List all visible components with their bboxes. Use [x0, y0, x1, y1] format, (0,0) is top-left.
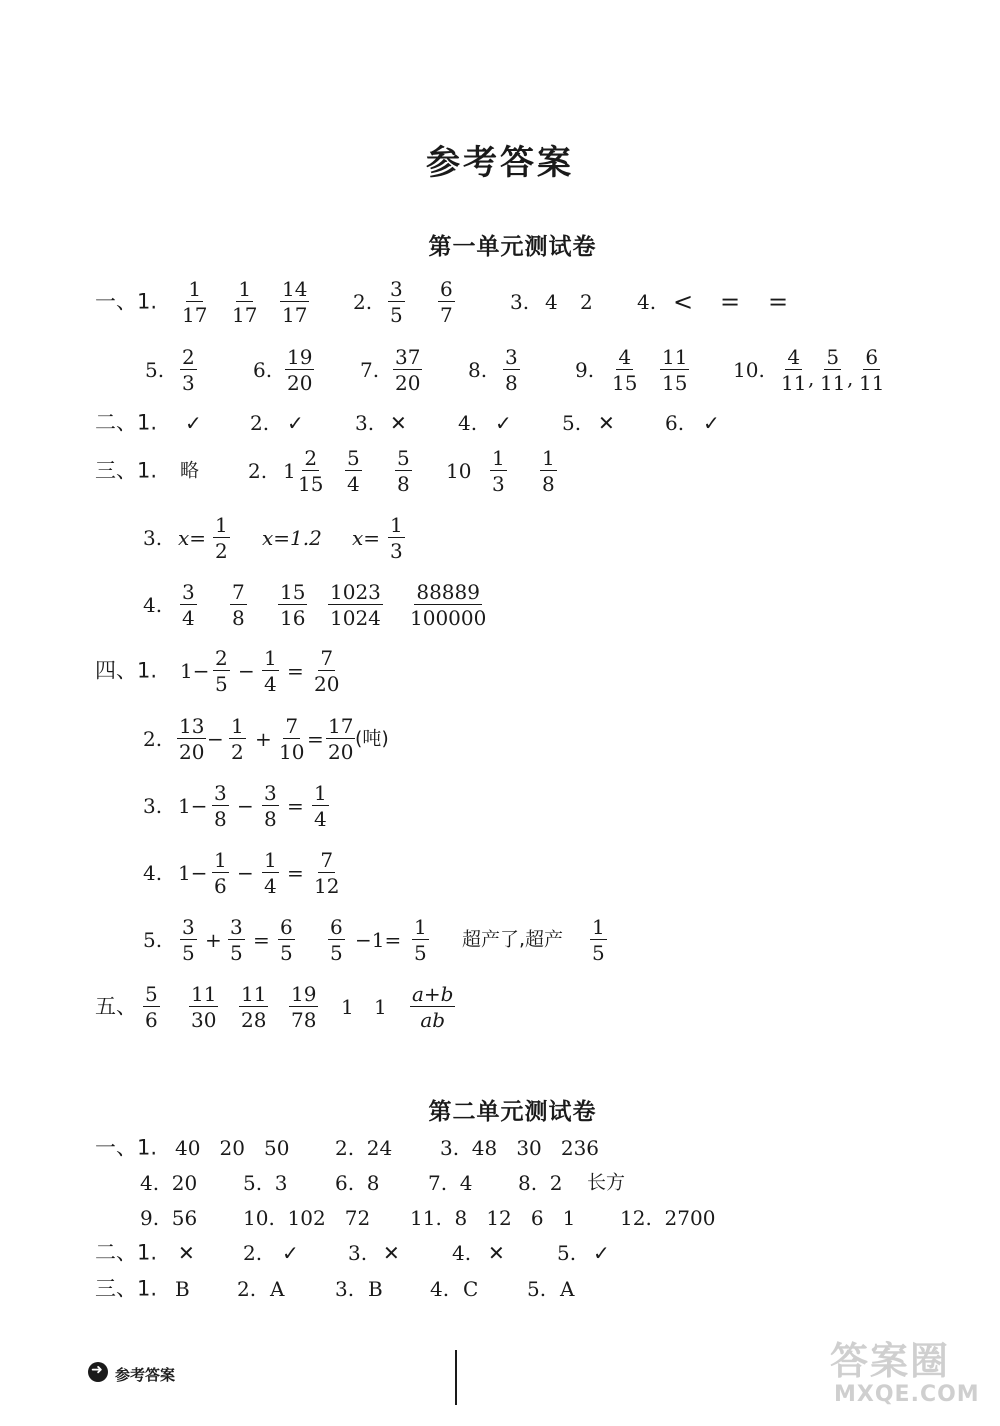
question-number: 3. — [143, 526, 163, 550]
fraction: $\frac{1}{5}$ — [592, 915, 605, 965]
fraction: $\frac{1}{6}$ — [214, 848, 227, 898]
question-number: 3. — [510, 290, 530, 314]
operator: − — [237, 861, 254, 885]
fraction: $\frac{1}{3}$ — [492, 446, 505, 496]
fraction: $\frac{11}{28}$ — [241, 982, 267, 1032]
mixed-number-whole: 1 — [283, 459, 296, 483]
answer-value: 3. 48 30 236 — [440, 1136, 600, 1160]
equation-text: −1= — [355, 928, 402, 952]
fraction: $\frac{1}{4}$ — [264, 646, 277, 696]
answer-value: 10 — [446, 459, 472, 483]
question-number: 4. — [458, 411, 478, 435]
section-label: 五、 — [95, 994, 137, 1019]
section-label: 一、1. — [95, 289, 158, 314]
answer-value: 9. 56 — [140, 1206, 198, 1230]
answer-mark: ✕ — [390, 411, 407, 435]
answer-value: B — [368, 1277, 383, 1301]
answer-value: 6. 8 — [335, 1171, 380, 1195]
page-title: 参考答案 — [426, 143, 574, 183]
equation-text: x= — [352, 526, 381, 550]
question-number: 5. — [562, 411, 582, 435]
operator: − — [207, 727, 224, 751]
section-label: 一、1. — [95, 1135, 158, 1160]
fraction: $\frac{14}{17}$ — [282, 277, 308, 327]
answer-value: 1 — [374, 995, 387, 1019]
operator: + — [255, 727, 272, 751]
fraction: $\frac{5}{8}$ — [397, 446, 410, 496]
fraction: $\frac{17}{20}$ — [328, 714, 354, 764]
watermark-url: MXQE.COM — [834, 1382, 980, 1407]
section-label: 二、1. — [95, 410, 158, 435]
answer-value: 11. 8 12 6 1 — [410, 1206, 576, 1230]
unit1-heading: 第一单元测试卷 — [428, 234, 597, 260]
question-number: 2. — [243, 1241, 263, 1265]
answer-value: 10. 102 72 — [243, 1206, 371, 1230]
fraction: $\frac{1}{5}$ — [414, 915, 427, 965]
answer-value: B — [175, 1277, 190, 1301]
answer-value: 2 — [580, 290, 593, 314]
fraction: $\frac{3}{5}$ — [230, 915, 243, 965]
operator: = — [253, 928, 270, 952]
answer-value: 5. 3 — [243, 1171, 288, 1195]
fraction: $\frac{3}{5}$ — [182, 915, 195, 965]
answer-text: 超产了,超产 — [462, 928, 564, 951]
watermark-logo — [830, 1330, 990, 1415]
fraction: $\frac{3}{5}$ — [390, 277, 403, 327]
question-number: 4. — [430, 1277, 450, 1301]
fraction: $\frac{19}{20}$ — [287, 345, 313, 395]
question-number: 5. — [527, 1277, 547, 1301]
question-number: 2. — [353, 290, 373, 314]
operator: − — [237, 794, 254, 818]
equation-text: 1− — [178, 861, 208, 885]
fraction: $\frac{2}{15}$ — [298, 446, 324, 496]
fraction: $\frac{a+b}{ab}$ — [412, 982, 454, 1032]
fraction: $\frac{1}{2}$ — [231, 714, 244, 764]
question-number: 5. — [143, 928, 163, 952]
question-number: 4. — [452, 1241, 472, 1265]
answer-value: 12. 2700 — [620, 1206, 716, 1230]
section-label: 四、1. — [95, 658, 158, 683]
fraction: $\frac{19}{78}$ — [291, 982, 317, 1032]
question-number: 4. — [143, 861, 163, 885]
arrow-right-icon — [88, 1362, 108, 1382]
answer-mark: ✕ — [598, 411, 615, 435]
question-number: 9. — [575, 358, 595, 382]
question-number: 7. — [360, 358, 380, 382]
fraction: $\frac{6}{7}$ — [440, 277, 453, 327]
fraction: $\frac{7}{10}$ — [279, 714, 305, 764]
question-number: 3. — [355, 411, 375, 435]
answer-value: 4. 20 — [140, 1171, 198, 1195]
fraction: $\frac{1}{8}$ — [542, 446, 555, 496]
answer-mark: ✓ — [495, 411, 512, 435]
question-number: 3. — [335, 1277, 355, 1301]
equation-text: x= — [178, 526, 207, 550]
fraction: $\frac{5}{4}$ — [347, 446, 360, 496]
equation-text: 1− — [180, 659, 210, 683]
comma: , — [847, 366, 854, 390]
page-divider — [455, 1350, 457, 1405]
question-number: 2. — [250, 411, 270, 435]
answer-value: 7. 4 — [428, 1171, 473, 1195]
answer-value: 略 — [180, 459, 200, 482]
equation-text: 1− — [178, 794, 208, 818]
answer-mark: ✓ — [185, 411, 202, 435]
fraction: $\frac{11}{30}$ — [191, 982, 217, 1032]
unit2-heading: 第二单元测试卷 — [428, 1099, 597, 1125]
fraction: $\frac{11}{15}$ — [662, 345, 688, 395]
fraction: $\frac{2}{3}$ — [182, 345, 195, 395]
question-number: 3. — [143, 794, 163, 818]
question-number: 8. — [468, 358, 488, 382]
fraction: $\frac{7}{12}$ — [314, 848, 340, 898]
answer-value: 8. 2 — [518, 1171, 563, 1195]
section-label: 三、1. — [95, 1276, 158, 1301]
comma: , — [808, 366, 815, 390]
question-number: 2. — [237, 1277, 257, 1301]
answer-mark: ✕ — [178, 1241, 195, 1265]
section-label: 三、1. — [95, 458, 158, 483]
question-number: 6. — [665, 411, 685, 435]
answer-value: A — [560, 1277, 575, 1301]
fraction: $\frac{5}{11}$ — [820, 345, 846, 395]
section-label: 二、1. — [95, 1240, 158, 1265]
answer-mark: ✕ — [383, 1241, 400, 1265]
fraction: $\frac{6}{5}$ — [280, 915, 293, 965]
fraction: $\frac{1}{4}$ — [314, 781, 327, 831]
question-number: 3. — [348, 1241, 368, 1265]
fraction: $\frac{1}{4}$ — [264, 848, 277, 898]
fraction: $\frac{7}{20}$ — [314, 646, 340, 696]
question-number: 10. — [733, 358, 765, 382]
question-number: 6. — [253, 358, 273, 382]
answer-mark: ✓ — [287, 411, 304, 435]
footer-label: 参考答案 — [115, 1366, 176, 1384]
answer-mark: ✕ — [488, 1241, 505, 1265]
fraction: $\frac{7}{8}$ — [232, 580, 245, 630]
question-number: 2. — [143, 727, 163, 751]
fraction: $\frac{13}{20}$ — [179, 714, 205, 764]
answer-mark: ✓ — [282, 1241, 299, 1265]
fraction: $\frac{37}{20}$ — [395, 345, 421, 395]
fraction: $\frac{1}{17}$ — [232, 277, 258, 327]
fraction: $\frac{1023}{1024}$ — [330, 580, 381, 630]
operator: = — [287, 794, 304, 818]
operator: − — [238, 659, 255, 683]
operator: = — [307, 727, 324, 751]
answer-value: 40 20 50 — [175, 1136, 290, 1160]
unit-label: (吨) — [355, 727, 389, 750]
equation-text: x=1.2 — [262, 526, 322, 550]
fraction: $\frac{3}{8}$ — [505, 345, 518, 395]
fraction: $\frac{2}{5}$ — [215, 646, 228, 696]
question-number: 4. — [143, 593, 163, 617]
answer-value: 长方 — [587, 1171, 626, 1194]
answer-value: 4 — [545, 290, 558, 314]
fraction: $\frac{4}{15}$ — [612, 345, 638, 395]
question-number: 2. — [248, 459, 268, 483]
answer-mark: ✓ — [593, 1241, 610, 1265]
answer-value: 2. 24 — [335, 1136, 393, 1160]
answer-value: = — [768, 288, 789, 316]
fraction: $\frac{3}{8}$ — [214, 781, 227, 831]
fraction: $\frac{6}{5}$ — [330, 915, 343, 965]
answer-value: < — [673, 288, 694, 316]
fraction: $\frac{3}{8}$ — [264, 781, 277, 831]
fraction: $\frac{3}{4}$ — [182, 580, 195, 630]
operator: = — [287, 659, 304, 683]
fraction: $\frac{4}{11}$ — [781, 345, 807, 395]
question-number: 4. — [637, 290, 657, 314]
question-number: 5. — [557, 1241, 577, 1265]
operator: = — [287, 861, 304, 885]
fraction: $\frac{5}{6}$ — [145, 982, 158, 1032]
fraction: $\frac{15}{16}$ — [280, 580, 306, 630]
fraction: $\frac{6}{11}$ — [859, 345, 885, 395]
fraction: $\frac{88889}{100000}$ — [410, 580, 487, 630]
answer-value: 1 — [341, 995, 354, 1019]
fraction: $\frac{1}{3}$ — [390, 513, 403, 563]
answer-mark: ✓ — [703, 411, 720, 435]
answer-value: = — [720, 288, 741, 316]
operator: + — [205, 928, 222, 952]
question-number: 5. — [145, 358, 165, 382]
fraction: $\frac{1}{2}$ — [215, 513, 228, 563]
answer-value: A — [270, 1277, 285, 1301]
watermark-text: 答案圈 — [830, 1339, 951, 1383]
fraction: $\frac{1}{17}$ — [182, 277, 208, 327]
answer-value: C — [463, 1277, 479, 1301]
